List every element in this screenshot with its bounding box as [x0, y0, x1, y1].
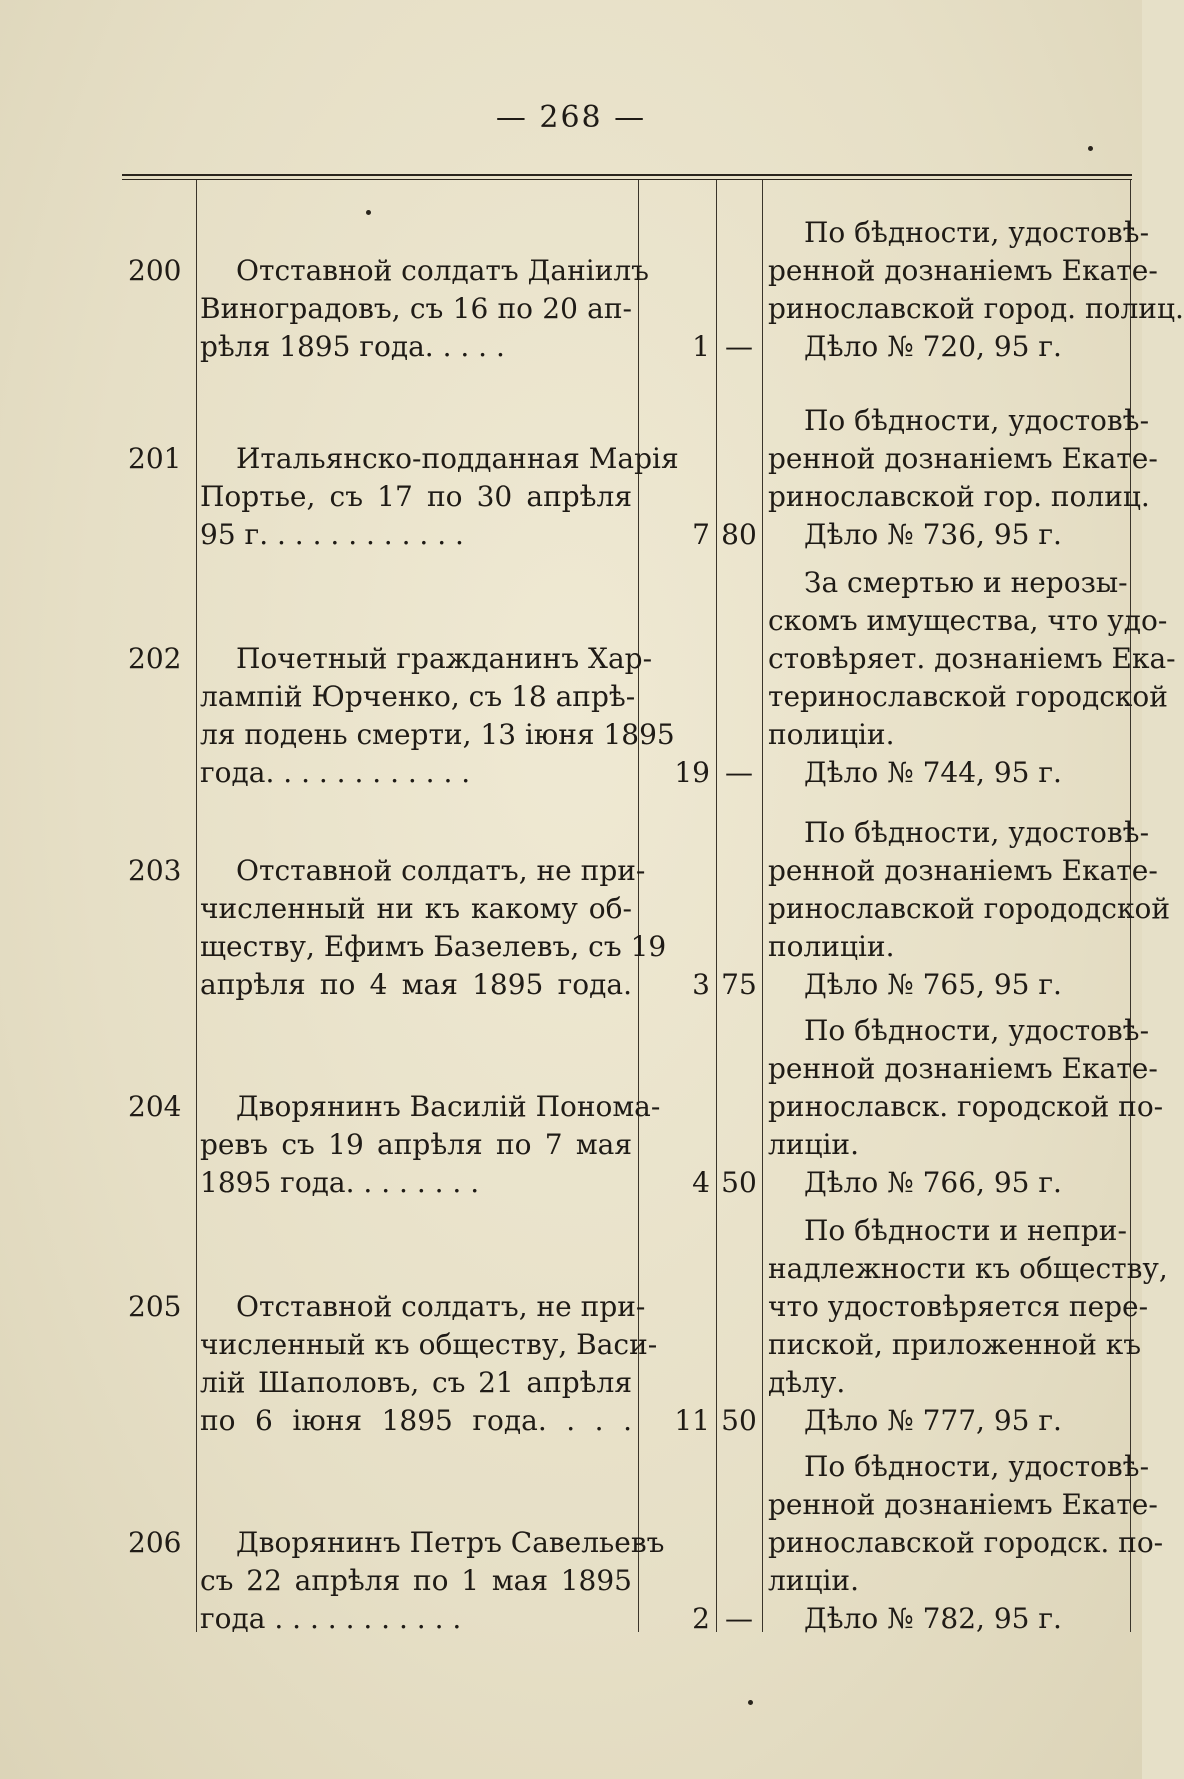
- row-description: Отставной солдатъ, не при- численный къ обществу, Васи- лій Шаполовъ, съ 21 апрѣля по 6 іюня 1895 года. . . .: [200, 1290, 658, 1437]
- row-reason: По бѣдности, удостовѣ- ренной дознаніемъ Екате- ринославской гор. полиц. Дѣло № 736, 95 г.: [768, 402, 1126, 554]
- column-divider-number: [196, 180, 197, 1632]
- row-kopecks: 80: [721, 518, 757, 551]
- row-rubles: 3: [692, 968, 710, 1001]
- row-rubles: 11: [674, 1404, 710, 1437]
- row-reason: По бѣдности, удостовѣ- ренной дознаніемъ Екате- ринославск. городской по- лиціи. Дѣло № 766, 95 г.: [768, 1012, 1126, 1202]
- row-description: Отставной солдатъ, не при- численный ни къ какому об- ществу, Ефимъ Базелевъ, съ 19 апрѣля по 4 мая 1895 года.: [200, 854, 667, 1001]
- column-divider-description: [638, 180, 639, 1632]
- row-number: 201: [128, 442, 182, 475]
- row-description: Дворянинъ Василій Понома- ревъ съ 19 апрѣля по 7 мая 1895 года. . . . . . . .: [200, 1090, 661, 1199]
- row-reason: За смертью и нерозы- скомъ имущества, что удо- стовѣряет. дознаніемъ Ека- теринославской городской полиціи. Дѣло № 744, 95 г.: [768, 564, 1126, 792]
- row-kopecks: —: [725, 1602, 753, 1635]
- row-description: Отставной солдатъ Даніилъ Виноградовъ, съ 16 по 20 ап- рѣля 1895 года. . . . .: [200, 254, 649, 363]
- column-divider-rubles: [716, 180, 717, 1632]
- row-rubles: 19: [674, 756, 710, 789]
- table-top-rule: [122, 174, 1132, 180]
- row-number: 202: [128, 642, 182, 675]
- row-rubles: 1: [692, 330, 710, 363]
- row-description: Дворянинъ Петръ Савельевъ съ 22 апрѣля по 1 мая 1895 года . . . . . . . . . . .: [200, 1526, 665, 1635]
- row-reason: По бѣдности, удостовѣ- ренной дознаніемъ Екате- ринославской город. полиц. Дѣло № 720, 95 г.: [768, 214, 1126, 366]
- row-rubles: 2: [692, 1602, 710, 1635]
- row-number: 204: [128, 1090, 182, 1123]
- page-number: — 268 —: [495, 100, 647, 135]
- row-number: 206: [128, 1526, 182, 1559]
- row-reason: По бѣдности, удостовѣ- ренной дознаніемъ Екате- ринославской городск. по- лиціи. Дѣло № 782, 95 г.: [768, 1448, 1126, 1638]
- case-reference: Дѣло № 720, 95 г.: [804, 330, 1062, 363]
- row-rubles: 7: [692, 518, 710, 551]
- case-reference: Дѣло № 736, 95 г.: [804, 518, 1062, 551]
- case-reference: Дѣло № 777, 95 г.: [804, 1404, 1062, 1437]
- row-number: 203: [128, 854, 182, 887]
- row-kopecks: 50: [721, 1404, 757, 1437]
- row-rubles: 4: [692, 1166, 710, 1199]
- case-reference: Дѣло № 744, 95 г.: [804, 756, 1062, 789]
- row-kopecks: —: [725, 756, 753, 789]
- print-speck: [1088, 146, 1093, 151]
- row-description: Итальянско-подданная Марія Портье, съ 17 по 30 апрѣля 95 г. . . . . . . . . . . .: [200, 442, 679, 551]
- row-kopecks: —: [725, 330, 753, 363]
- row-reason: По бѣдности и непри- надлежности къ обществу, что удостовѣряется пере- пиской, приложенной къ дѣлу. Дѣло № 777, 95 г.: [768, 1212, 1126, 1440]
- row-kopecks: 75: [721, 968, 757, 1001]
- row-kopecks: 50: [721, 1166, 757, 1199]
- print-speck: [366, 210, 371, 215]
- row-description: Почетный гражданинъ Хар- лампій Юрченко, съ 18 апрѣ- ля подень смерти, 13 іюня 1895 года. . . . . . . . . . . .: [200, 642, 675, 789]
- row-reason: По бѣдности, удостовѣ- ренной дознаніемъ Екате- ринославской горододской полиціи. Дѣло № 765, 95 г.: [768, 814, 1126, 1004]
- column-divider-kopecks: [762, 180, 763, 1632]
- print-speck: [748, 1700, 753, 1705]
- row-number: 205: [128, 1290, 182, 1323]
- case-reference: Дѣло № 765, 95 г.: [804, 968, 1062, 1001]
- row-number: 200: [128, 254, 182, 287]
- case-reference: Дѣло № 782, 95 г.: [804, 1602, 1062, 1635]
- case-reference: Дѣло № 766, 95 г.: [804, 1166, 1062, 1199]
